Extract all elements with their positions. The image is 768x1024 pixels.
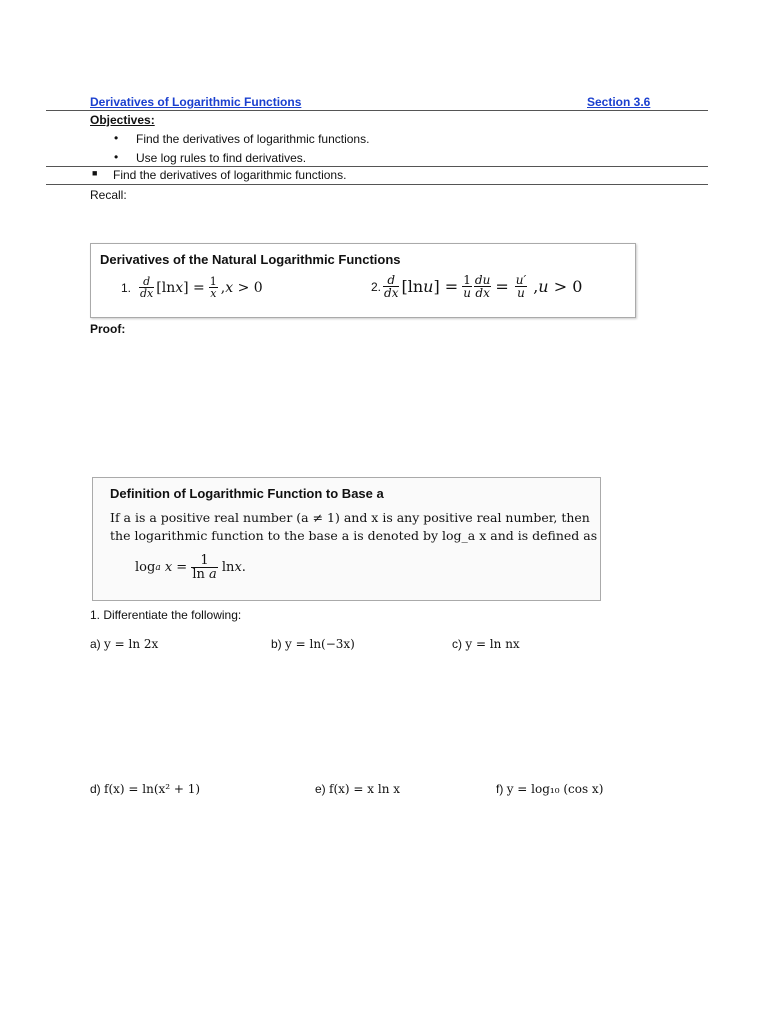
item-expression: y = ln nx (465, 637, 520, 651)
item-expression: y = ln(−3x) (285, 637, 355, 651)
fraction-one-over-x: $\frac{1}{x}$ (209, 275, 217, 300)
exercise-item-f (496, 782, 603, 796)
exercise-item-e (315, 782, 400, 796)
item-expression: f(x) = ln(x² + 1) (104, 782, 201, 796)
exercise-item-c (452, 637, 520, 651)
square-bullet-icon: ■ (92, 168, 98, 178)
definition-title-text: Definition of Logarithmic Function to Base a (110, 486, 384, 501)
exercise-item-b (271, 637, 355, 651)
exercise-prompt: 1. Differentiate the following: (90, 608, 242, 622)
log-base-formula: log a x = $\frac{1}{\text{ln a}}$ ln x . (135, 553, 246, 582)
item-label: a) (90, 637, 101, 651)
formula-number: 1. (121, 280, 132, 295)
item-label: f) (496, 782, 504, 796)
derivative-operator: $\frac{d}{dx}$ (140, 275, 154, 300)
item-expression: y = log₁₀ (cos x) (506, 782, 604, 796)
derivative-operator: $\frac{d}{dx}$ (384, 273, 399, 300)
fraction-one-over-u: $\frac{1}{u}$ (463, 273, 471, 300)
section-label: Section 3.6 (587, 95, 651, 109)
proof-label: Proof: (90, 322, 126, 336)
exercise-item-d (90, 782, 200, 796)
item-label: e) (315, 782, 326, 796)
formula-number: 2. (371, 279, 382, 294)
exercise-item-a (90, 637, 158, 651)
item-expression: f(x) = x ln x (329, 782, 401, 796)
definition-line-1: If a is a positive real number (a ≠ 1) and x is any positive real number, then (110, 510, 590, 525)
natural-log-derivatives-box (90, 243, 636, 318)
definition-title (110, 486, 384, 501)
header-rule (46, 110, 708, 111)
subsection-rule-bottom (46, 184, 708, 185)
bullet-icon: • (114, 150, 119, 164)
formula-2: 2. $\frac{d}{dx}$ [ln u ] = $\frac{1}{u}$ $\frac{du}{dx}$ = $\frac{u'}{u}$ , u > 0 (371, 273, 583, 300)
subsection-heading: Find the derivatives of logarithmic functions. (113, 168, 347, 182)
subsection-rule-top (46, 166, 708, 167)
fraction-du-dx: $\frac{du}{dx}$ (474, 273, 491, 300)
item-label: b) (271, 637, 282, 651)
objective-item: Use log rules to find derivatives. (136, 151, 307, 165)
fraction-uprime-over-u: $\frac{u'}{u}$ (515, 273, 527, 300)
item-label: c) (452, 637, 462, 651)
objective-item: Find the derivatives of logarithmic functions. (136, 132, 370, 146)
item-label: d) (90, 782, 101, 796)
definition-line-2: the logarithmic function to the base a is denoted by log_a x and is defined as (110, 528, 598, 543)
fraction-one-over-ln-a: $\frac{1}{\text{ln a}}$ (192, 553, 217, 582)
log-base-definition-box (92, 477, 601, 601)
bullet-icon: • (114, 131, 119, 145)
box-title: Derivatives of the Natural Logarithmic Functions (100, 252, 401, 267)
formula-1: 1. $\frac{d}{dx}$ [ln x ] = $\frac{1}{x}$ , x > 0 (121, 275, 263, 300)
page-title: Derivatives of Logarithmic Functions (90, 95, 302, 109)
recall-label: Recall: (90, 188, 127, 202)
objectives-heading: Objectives: (90, 113, 155, 127)
item-expression: y = ln 2x (104, 637, 159, 651)
